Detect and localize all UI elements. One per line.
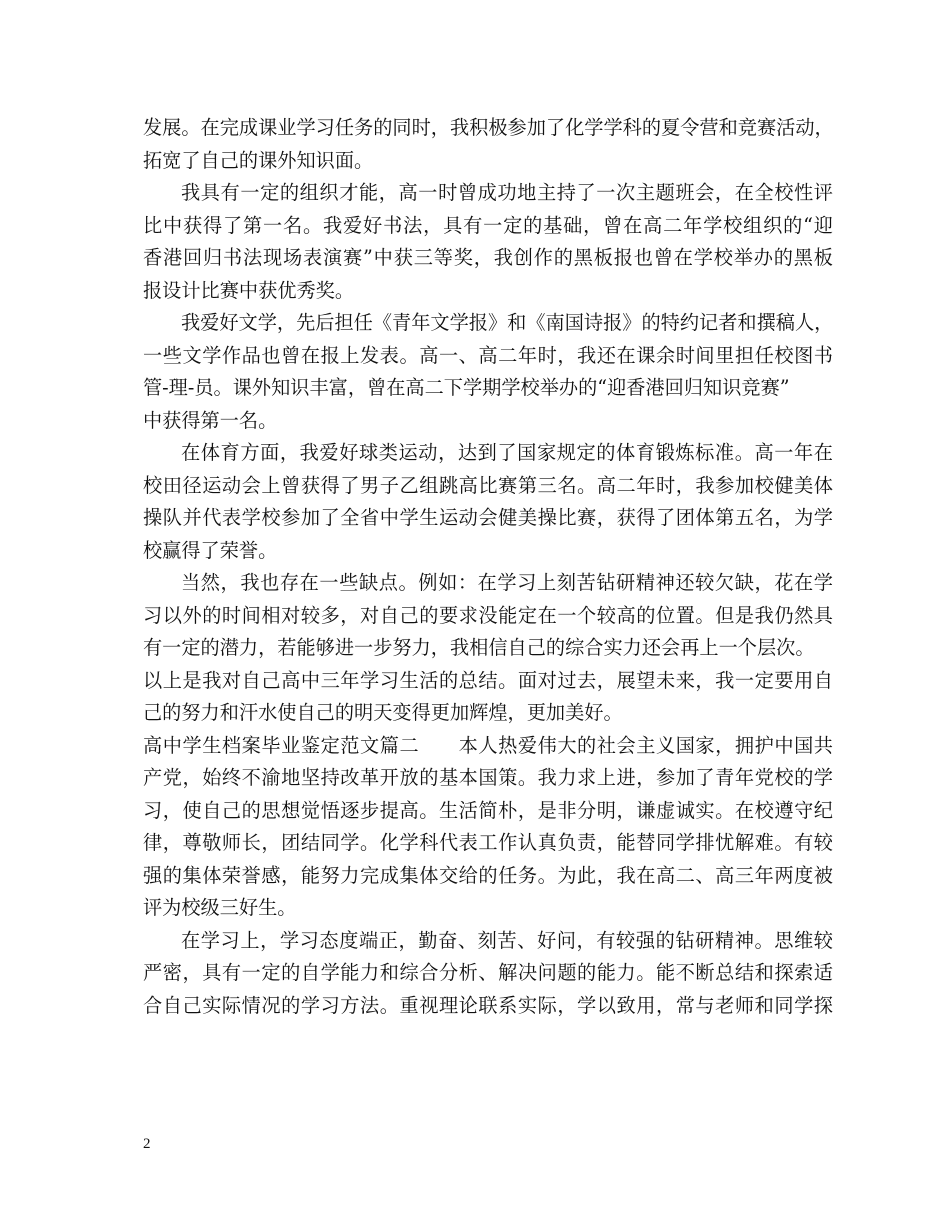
paragraph-start-line: 我具有一定的组织才能，高一时曾成功地主持了一次主题班会，在全校性评 — [181, 181, 833, 204]
paragraph-start-line: 当然，我也存在一些缺点。例如：在学习上刻苦钻研精神还较欠缺，花在学 — [181, 571, 833, 594]
document-body — [143, 112, 833, 1022]
text-line: 香港回归书法现场表演赛”中获三等奖，我创作的黑板报也曾在学校举办的黑板 — [143, 246, 833, 269]
paragraph-start-line: 我爱好文学，先后担任《青年文学报》和《南国诗报》的特约记者和撰稿人， — [181, 311, 834, 334]
text-line: 律，尊敬师长，团结同学。化学科代表工作认真负责，能替同学排忧解难。有较 — [143, 831, 833, 854]
text-line: 管-理-员。课外知识丰富，曾在高二下学期学校举办的“迎香港回归知识竞赛” — [143, 376, 790, 399]
text-line: 习，使自己的思想觉悟逐步提高。生活简朴，是非分明，谦虚诚实。在校遵守纪 — [143, 798, 833, 822]
text-line: 校田径运动会上曾获得了男子乙组跳高比赛第三名。高二年时，我参加校健美体 — [143, 473, 833, 497]
text-line: 评为校级三好生。 — [143, 896, 297, 919]
text-line: 严密，具有一定的自学能力和综合分析、解决问题的能力。能不断总结和探索适 — [143, 961, 833, 984]
text-line: 强的集体荣誉感，能努力完成集体交给的任务。为此，我在高二、高三年两度被 — [143, 863, 833, 887]
text-line: 校赢得了荣誉。 — [143, 538, 278, 562]
text-line: 发展。在完成课业学习任务的同时，我积极参加了化学学科的夏令营和竞赛活动， — [143, 116, 834, 139]
text-line: 产党，始终不渝地坚持改革开放的基本国策。我力求上进，参加了青年党校的学 — [143, 766, 833, 789]
text-line: 中获得第一名。 — [143, 408, 278, 432]
paragraph-start-line: 在学习上，学习态度端正，勤奋、刻苦、好问，有较强的钻研精神。思维较 — [181, 928, 833, 952]
text-line: 一些文学作品也曾在报上发表。高一、高二年时，我还在课余时间里担任校图书 — [143, 343, 833, 367]
text-line: 习以外的时间相对较多，对自己的要求没能定在一个较高的位置。但是我仍然具 — [143, 603, 833, 627]
text-line: 以上是我对自己高中三年学习生活的总结。面对过去，展望未来，我一定要用自 — [143, 668, 833, 692]
text-line: 合自己实际情况的学习方法。重视理论联系实际，学以致用，常与老师和同学探 — [143, 993, 833, 1017]
text-line: 比中获得了第一名。我爱好书法，具有一定的基础，曾在高二年学校组织的“迎 — [143, 213, 833, 237]
section-heading-line: 高中学生档案毕业鉴定范文篇二 本人热爱伟大的社会主义国家，拥护中国共 — [143, 733, 833, 757]
text-line: 己的努力和汗水使自己的明天变得更加辉煌，更加美好。 — [143, 701, 623, 724]
text-line: 拓宽了自己的课外知识面。 — [143, 148, 374, 172]
text-line: 有一定的潜力，若能够进一步努力，我相信自己的综合实力还会再上一个层次。 — [143, 636, 815, 659]
text-line: 操队并代表学校参加了全省中学生运动会健美操比赛，获得了团体第五名，为学 — [143, 506, 833, 529]
paragraph-start-line: 在体育方面，我爱好球类运动，达到了国家规定的体育锻炼标准。高一年在 — [181, 441, 833, 464]
text-line: 报设计比赛中获优秀奖。 — [143, 278, 355, 302]
page-number: 2 — [143, 1136, 151, 1152]
